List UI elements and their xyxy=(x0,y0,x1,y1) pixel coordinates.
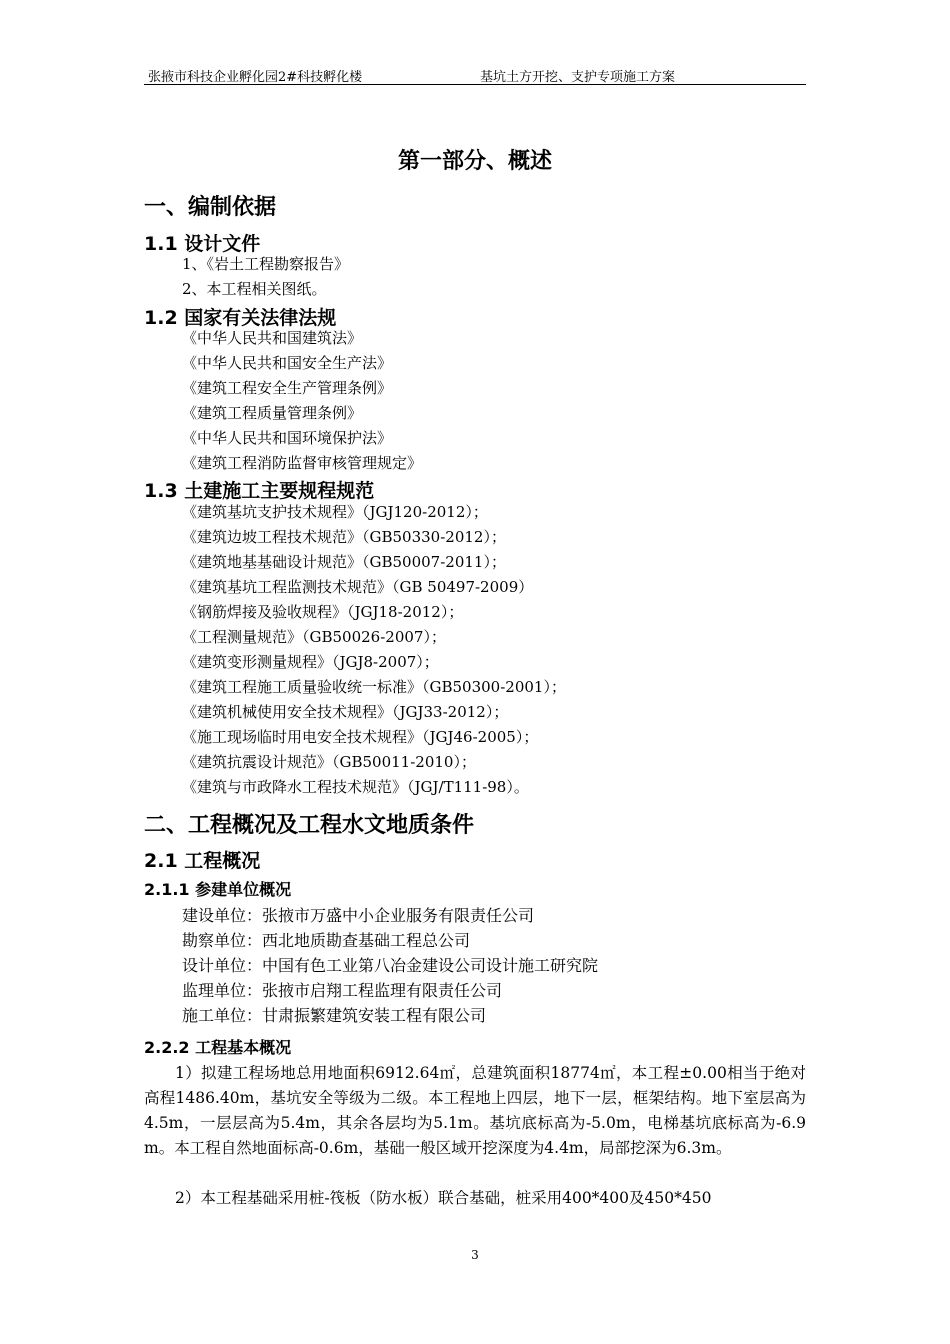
subsection-heading-laws: 1.2 国家有关法律法规 xyxy=(144,307,337,329)
list-item: 《施工现场临时用电安全技术规程》（JGJ46-2005）； xyxy=(182,728,539,746)
list-item: 勘察单位：西北地质勘查基础工程总公司 xyxy=(182,931,471,950)
list-item: 《中华人民共和国安全生产法》 xyxy=(182,354,393,372)
list-item: 施工单位：甘肃振繁建筑安装工程有限公司 xyxy=(182,1006,487,1025)
subsubsection-heading-parties: 2.1.1 参建单位概况 xyxy=(144,880,292,899)
list-item: 《建筑机械使用安全技术规程》（JGJ33-2012）； xyxy=(182,703,509,721)
list-item: 建设单位：张掖市万盛中小企业服务有限责任公司 xyxy=(182,906,535,925)
list-item: 《建筑抗震设计规范》（GB50011-2010）； xyxy=(182,753,476,771)
subsection-heading-project-overview: 2.1 工程概况 xyxy=(144,850,261,872)
subsection-heading-codes: 1.3 土建施工主要规程规范 xyxy=(144,480,375,502)
subsubsection-heading-basic-info: 2.2.2 工程基本概况 xyxy=(144,1038,292,1057)
page-header xyxy=(144,66,806,85)
list-item: 《建筑变形测量规程》（JGJ8-2007）； xyxy=(182,653,439,671)
subsection-heading-design-docs: 1.1 设计文件 xyxy=(144,233,261,255)
list-item: 《建筑与市政降水工程技术规范》（JGJ/T111-98）。 xyxy=(182,778,529,796)
list-item: 《建筑工程消防监督审核管理规定》 xyxy=(182,454,423,472)
header-project-name: 张掖市科技企业孵化园2#科技孵化楼 xyxy=(148,70,363,85)
paragraph-foundation: 2）本工程基础采用桩-筏板（防水板）联合基础，桩采用400*400及450*450 xyxy=(175,1189,712,1207)
parties-list xyxy=(182,903,598,1028)
list-item: 《中华人民共和国环境保护法》 xyxy=(182,429,393,447)
part-title: 第一部分、概述 xyxy=(397,148,552,174)
list-item: 《中华人民共和国建筑法》 xyxy=(182,329,363,347)
list-item: 《建筑工程质量管理条例》 xyxy=(182,404,363,422)
list-item: 《建筑边坡工程技术规范》（GB50330-2012）； xyxy=(182,528,506,546)
list-item: 《建筑工程施工质量验收统一标准》（GB50300-2001）； xyxy=(182,678,566,696)
header-doc-title: 基坑土方开挖、支护专项施工方案 xyxy=(480,70,676,85)
list-item: 《钢筋焊接及验收规程》（JGJ18-2012）； xyxy=(182,603,464,621)
list-item: 《建筑工程安全生产管理条例》 xyxy=(182,379,393,397)
section-heading-overview: 二、工程概况及工程水文地质条件 xyxy=(144,813,475,838)
paragraph-site-info: 1）拟建工程场地总用地面积6912.64㎡，总建筑面积18774㎡，本工程±0.00相当于绝对高程1486.40m，基坑安全等级为二级。本工程地上四层，地下一层，框架结构。地下室层高为4.5m，一层层高为5.4m，其余各层均为5.1m。基坑底标高为-5.0m，电梯基坑底标高为-6.9m。本工程自然地面标高-0.6m，基础一般区域开挖深度为4.4m，局部挖深为6.3m。 xyxy=(144,1064,806,1157)
list-item: 设计单位：中国有色工业第八冶金建设公司设计施工研究院 xyxy=(182,956,599,975)
list-item: 《建筑基坑工程监测技术规范》（GB 50497-2009） xyxy=(182,578,534,596)
design-docs-list xyxy=(182,252,349,302)
list-item: 《建筑地基基础设计规范》（GB50007-2011）； xyxy=(182,553,506,571)
list-item: 《工程测量规范》（GB50026-2007）； xyxy=(182,628,446,646)
list-item: 监理单位：张掖市启翔工程监理有限责任公司 xyxy=(182,981,503,1000)
laws-list xyxy=(182,326,422,476)
page-number: 3 xyxy=(471,1248,479,1262)
list-item: 2、本工程相关图纸。 xyxy=(182,280,327,298)
list-item: 1、《岩土工程勘察报告》 xyxy=(182,255,350,273)
section-heading-basis: 一、编制依据 xyxy=(144,195,277,220)
list-item: 《建筑基坑支护技术规程》（JGJ120-2012）； xyxy=(182,503,488,521)
codes-list xyxy=(182,500,566,800)
